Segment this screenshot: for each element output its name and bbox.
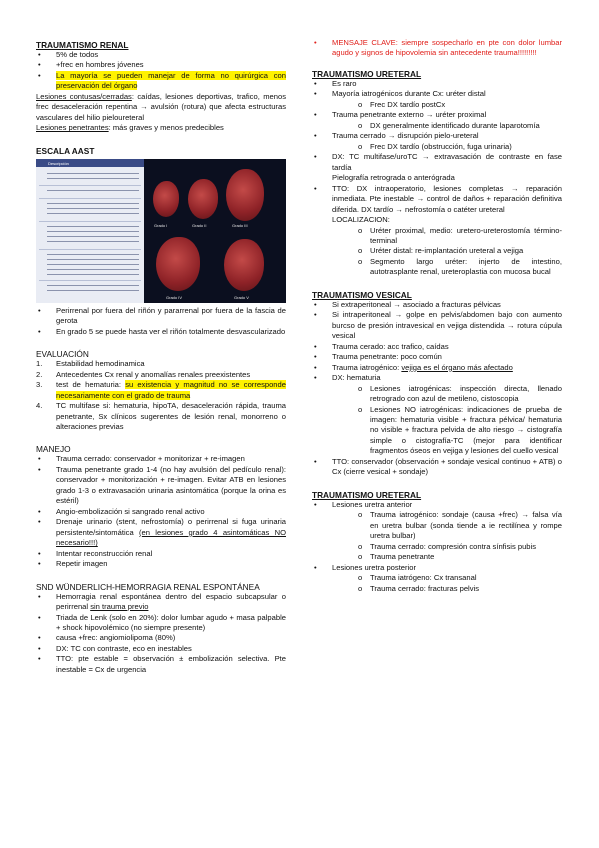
sub-list-item: o Frec DX tardío postCx <box>312 100 562 110</box>
list-item: • Angio-embolización si sangrado renal activo <box>36 507 286 517</box>
section-manejo <box>36 444 286 569</box>
list-item: • TTO: DX intraoperatorio, lesiones completas → reparación inmediata. Pte inestable → control de daños + reparación definitiva diferida. DX tardío → nefrostomía o catéter ureteral <box>312 184 562 215</box>
underlined-text: vejiga es el órgano más afectado <box>401 362 513 372</box>
list-item <box>36 71 286 92</box>
left-column <box>36 0 286 675</box>
table-header <box>36 159 144 167</box>
sub-list-item: o Trauma cerrado: compresión contra sínfisis pubis <box>312 542 562 552</box>
grade-caption: Grado V <box>234 294 249 300</box>
highlighted-text: La mayoría se pueden manejar de forma no quirúrgica con preservación del órgano <box>56 70 286 91</box>
key-message-text: • MENSAJE CLAVE: siempre sospecharlo en pte con dolor lumbar agudo y signos de hipovolemia sin antecedente trauma!!!!!!!!! <box>312 38 562 59</box>
list-item: • causa +frec: angiomiolipoma (80%) <box>36 633 286 643</box>
list-item <box>36 592 286 613</box>
underlined-text: (en lesiones grado 4 asintomáticas NO necesario!!!) <box>56 527 286 548</box>
section-title: TRAUMATISMO URETERAL <box>312 68 422 79</box>
aast-grading-image <box>36 159 286 303</box>
list-item: • Lesiones uretra anterior <box>312 500 562 510</box>
list-item: 3. test de hematuria: su existencia y magnitud no se corresponde necesariamente con el grado de trauma <box>36 380 286 400</box>
section-evaluacion <box>36 349 286 432</box>
paragraph-label: Lesiones penetrantes <box>36 123 109 133</box>
list-item: • TTO: pte estable = observación ± embolización selectiva. Pte inestable = Cx de urgencia <box>36 654 286 675</box>
list-item-text: Trauma iatrogénico: <box>332 362 402 372</box>
section-traumatismo-uretral <box>312 490 562 594</box>
sub-list-item: o Segmento largo uréter: injerto de intestino, autotrasplante renal, ureteroplastia con mucosa bucal <box>312 257 562 278</box>
list-item: • DX: TC con contraste, eco en inestables <box>36 644 286 654</box>
sub-list-item: o Trauma iatrógeno: Cx transanal <box>312 573 562 583</box>
sub-list-item: o Uréter distal: re-implantación ureteral a vejiga <box>312 246 562 256</box>
list-item: • Trauma penetrante: poco común <box>312 352 562 362</box>
sub-list-item: o DX generalmente identificado durante laparotomía <box>312 121 562 131</box>
section-title: EVALUACIÓN <box>36 349 89 360</box>
list-item: • Triada de Lenk (solo en 20%): dolor lumbar agudo + masa palpable + shock hipovolémico (no siempre presente) <box>36 613 286 634</box>
sub-list-item: o Frec DX tardío (obstrucción, fuga urinaria) <box>312 142 562 152</box>
section-title: TRAUMATISMO URETERAL <box>312 489 422 500</box>
list-item-text: Estabilidad hemodinamica <box>56 359 145 369</box>
list-item: • DX: hematuria <box>312 373 562 383</box>
sub-list-item: o Trauma cerrado: fracturas pelvis <box>312 584 562 594</box>
kidney-grade-3-illustration <box>226 169 264 221</box>
key-message <box>312 38 562 59</box>
section-traumatismo-vesical <box>312 290 562 478</box>
section-title: TRAUMATISMO RENAL <box>36 40 129 50</box>
sub-list-item: o Trauma penetrante <box>312 552 562 562</box>
paragraph-text: : más graves y menos predecibles <box>108 123 224 133</box>
section-title: TRAUMATISMO VESICAL <box>312 289 412 300</box>
localizacion-label: LOCALIZACION: <box>332 215 390 225</box>
list-item: • En grado 5 se puede hasta ver el riñón totalmente desvascularizado <box>36 327 286 337</box>
grade-caption: Grado IV <box>166 294 183 300</box>
list-item: • Lesiones uretra posterior <box>312 563 562 573</box>
grade-caption: Grado II <box>192 222 207 228</box>
list-item-text: TC multifase si: hematuria, hipoTA, desaceleración rápida, trauma penetrante, Sx clínicos sugerentes de lesión renal, monorreno o alteraciones previas <box>56 401 286 431</box>
section-wunderlich <box>36 582 286 676</box>
grade-caption: Grado III <box>232 222 248 228</box>
list-item: 1. Estabilidad hemodinamica <box>36 359 145 369</box>
kidney-grade-4-illustration <box>156 237 200 291</box>
list-item: 4. TC multifase si: hematuria, hipoTA, desaceleración rápida, trauma penetrante, Sx clínicos sugerentes de lesión renal, monorreno o alteraciones previas <box>36 401 286 431</box>
list-item: • Trauma cerrado → disrupción pielo-ureteral <box>312 131 562 141</box>
highlighted-text: su existencia y magnitud no se corresponde necesariamente con el grado de trauma <box>56 380 286 400</box>
list-item: • +frec en hombres jóvenes <box>36 60 286 70</box>
sub-list-item: o Lesiones iatrogénicas: inspección directa, llenado retrogrado con azul de metileno, cistoscopia <box>312 384 562 405</box>
list-item: • DX: TC multifase/uroTC → extravasación de contraste en fase tardía <box>312 152 562 173</box>
list-item: • Si intraperitoneal → golpe en pelvis/abdomen bajo con aumento burcso de presión intravesical en vejiga distendida → rotura cúpula vesical <box>312 310 562 341</box>
sub-list-item: o Lesiones NO iatrogénicas: indicaciones de prueba de imagen: hematuria visible + fractura pélvica/ hematuria no visible + fractura pelvida de alto riesgo → cistografía simple o cistografía-TC (mejor para identificar fragmentos óseos en vejiga y lesiones del cuello vesical <box>312 405 562 457</box>
list-item: • Trauma penetrante grado 1-4 (no hay avulsión del pedículo renal): conservador + monitorización + re-imagen. Evitar ATB en lesiones grado 1-3 o extravasación urinaria asintomática (porque la orina es estéril) <box>36 465 286 507</box>
paragraph <box>36 92 286 123</box>
list-item-text: test de hematuria: <box>56 380 126 390</box>
paragraph <box>36 123 286 133</box>
list-item-text: Hemorragia renal espontánea dentro del espacio subcapsular o perirrenal <box>56 591 286 612</box>
section-title: MANEJO <box>36 444 71 455</box>
grading-table <box>36 159 144 303</box>
section-escala-aast <box>36 146 286 337</box>
list-item: • Es raro <box>312 79 562 89</box>
list-item: 2. Antecedentes Cx renal y anomalías renales preexistentes <box>36 369 251 379</box>
section-traumatismo-ureteral <box>312 69 562 278</box>
list-item: • Mayoría iatrogénicos durante Cx: uréter distal <box>312 89 562 99</box>
list-item: • Si extraperitoneal → asociado a fracturas pélvicas <box>312 300 562 310</box>
section-title: ESCALA AAST <box>36 145 95 156</box>
paragraph-label: Lesiones contusas/cerradas <box>36 91 132 101</box>
list-item-text: Drenaje urinario (stent, nefrostomía) o perirrenal si fuga urinaria persistente/sintomática <box>56 517 286 537</box>
list-item <box>36 517 286 548</box>
list-item: • TTO: conservador (observación + sondaje vesical continuo + ATB) o Cx (cierre vesical + sondaje) <box>312 457 562 478</box>
section-title: SND WÜNDERLICH-HEMORRAGIA RENAL ESPONTÁNEA <box>36 581 260 592</box>
list-item: • Trauma cerrado: conservador + monitorizar + re-imagen <box>36 454 286 464</box>
list-item: • Trauma penetrante externo → uréter proximal <box>312 110 562 120</box>
sub-list-item: o Trauma iatrogénico: sondaje (causa +frec) → falsa vía en uretra bulbar (sonda tiende a ie rectilínea y rompe uretra bulbar) <box>312 510 562 541</box>
table-header-label: Descripción <box>48 160 69 166</box>
list-item: • 5% de todos <box>36 50 286 60</box>
list-item: • Repetir imagen <box>36 559 286 569</box>
right-column <box>312 0 562 594</box>
list-item-text: Antecedentes Cx renal y anomalías renales preexistentes <box>56 369 251 379</box>
list-item: • Intentar reconstrucción renal <box>36 549 286 559</box>
kidney-grade-5-illustration <box>224 239 264 291</box>
paragraph-text: : caídas, lesiones deportivas, trafico, menos frec desaceleración repentina → avulsión (rotura) que afecta estructuras vasculares del hilio pieloureteral <box>36 91 286 122</box>
sub-list-item: o Uréter proximal, medio: uretero-ureterostomía término-terminal <box>312 226 562 247</box>
underlined-text: sin trauma previo <box>90 602 149 612</box>
list-item: • Perirrenal por fuera del riñón y pararrenal por fuera de la fascia de gerota <box>36 306 286 327</box>
section-traumatismo-renal <box>36 40 286 134</box>
grade-caption: Grado I <box>154 222 168 228</box>
kidney-grade-1-illustration <box>153 181 179 217</box>
list-item <box>312 363 562 373</box>
list-item: • Trauma cerado: acc trafico, caídas <box>312 342 562 352</box>
kidney-grade-2-illustration <box>188 179 218 219</box>
list-item-continuation: Pielografía retrograda o anterógrada <box>332 173 455 183</box>
